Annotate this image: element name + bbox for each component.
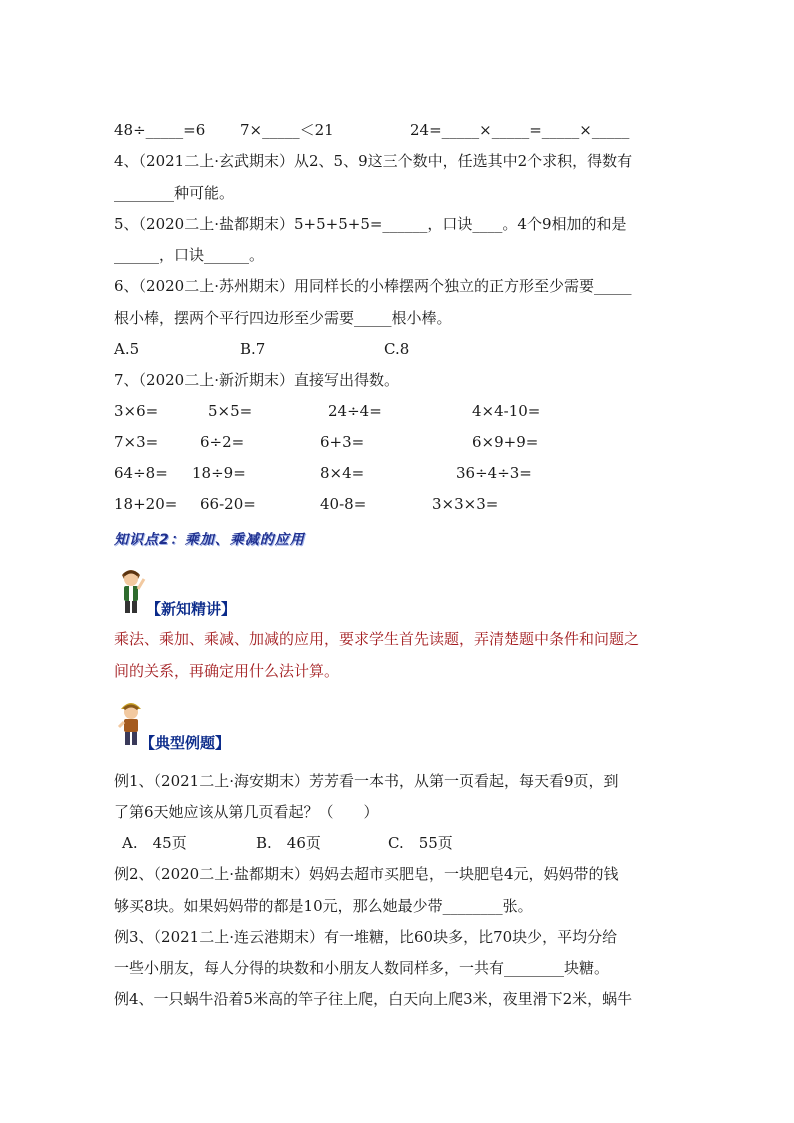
calc-item: 64÷8= [114,464,168,482]
fill-blank-2: 7×_____＜21 [240,121,334,139]
new-knowledge-badge: 【新知精讲】 [146,600,237,618]
question-4-line-1: 4、（2021二上·玄武期末）从2、5、9这三个数中，任选其中2个求积，得数有 [114,152,633,170]
calc-item: 24÷4= [328,402,382,420]
explanation-line-2: 间的关系，再确定用什么法计算。 [114,662,340,680]
example-1-option-a: A. 45页 [122,834,187,852]
calc-item: 7×3= [114,433,159,451]
example-2-line-1: 例2、（2020二上·盐都期末）妈妈去超市买肥皂，一块肥皂4元，妈妈带的钱 [114,865,619,883]
calc-item: 6+3= [320,433,365,451]
calc-item: 6÷2= [200,433,245,451]
question-7-title: 7、（2020二上·新沂期末）直接写出得数。 [114,371,399,389]
question-5-line-1: 5、（2020二上·盐都期末）5+5+5+5=______，口诀____。4个9相加的和是 [114,215,627,233]
calc-item: 3×6= [114,402,159,420]
question-4-line-2: ________种可能。 [114,184,235,202]
calc-item: 5×5= [208,402,253,420]
fill-blank-1: 48÷_____=6 [114,121,206,139]
fill-blank-3: 24=_____×_____=_____×_____ [410,121,630,139]
calc-item: 36÷4÷3= [456,464,532,482]
knowledge-point-heading: 知识点2：乘加、乘减的应用 [114,532,305,548]
question-6-option-a: A.5 [114,340,140,358]
example-4-line-1: 例4、一只蜗牛沿着5米高的竿子往上爬，白天向上爬3米，夜里滑下2米，蜗牛 [114,990,633,1008]
calc-item: 40-8= [320,495,367,513]
example-3-line-1: 例3、（2021二上·连云港期末）有一堆糖，比60块多，比70块少，平均分给 [114,928,618,946]
question-6-line-1: 6、（2020二上·苏州期末）用同样长的小棒摆两个独立的正方形至少需要_____ [114,277,632,295]
calc-item: 18÷9= [192,464,246,482]
question-6-line-2: 根小棒，摆两个平行四边形至少需要_____根小棒。 [114,309,452,327]
calc-item: 3×3×3= [432,495,499,513]
example-1-line-2: 了第6天她应该从第几页看起？（ ） [114,803,379,821]
example-1-line-1: 例1、（2021二上·海安期末）芳芳看一本书，从第一页看起，每天看9页，到 [114,772,619,790]
calc-item: 8×4= [320,464,365,482]
question-5-line-2: ______，口诀______。 [114,246,265,264]
question-6-option-c: C.8 [384,340,410,358]
question-6-option-b: B.7 [240,340,266,358]
teacher-avatar-icon [116,565,146,615]
calc-item: 4×4-10= [472,402,541,420]
typical-example-badge: 【典型例题】 [140,734,231,752]
example-3-line-2: 一些小朋友，每人分得的块数和小朋友人数同样多，一共有________块糖。 [114,959,610,977]
calc-item: 6×9+9= [472,433,539,451]
explanation-line-1: 乘法、乘加、乘减、加减的应用，要求学生首先读题，弄清楚题中条件和问题之 [114,630,640,648]
calc-item: 18+20= [114,495,178,513]
example-1-option-b: B. 46页 [256,834,321,852]
example-2-line-2: 够买8块。如果妈妈带的都是10元，那么她最少带________张。 [114,897,533,915]
calc-item: 66-20= [200,495,256,513]
example-1-option-c: C. 55页 [388,834,453,852]
